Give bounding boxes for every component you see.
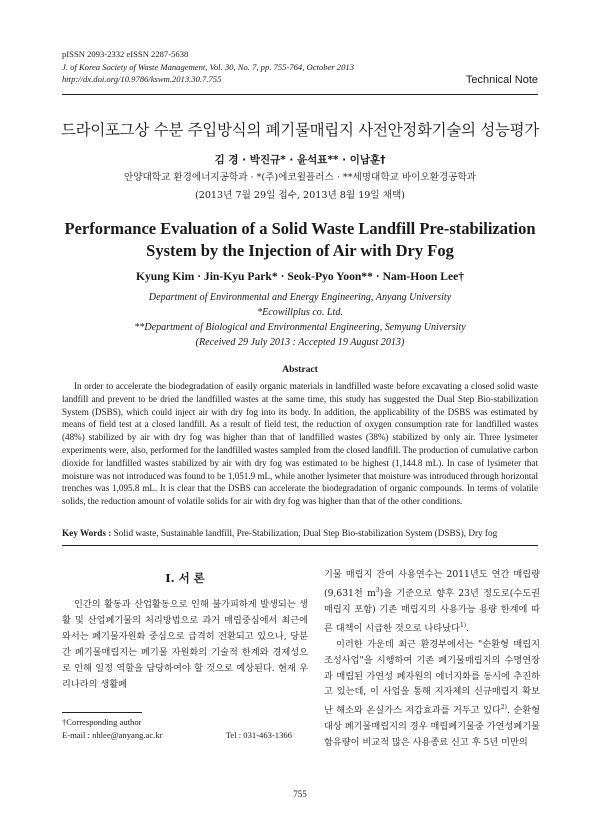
keywords-text: Solid waste, Sustainable landfill, Pre-Stabilization, Dual Step Bio-stabilization System (DSBS), Dry fog <box>113 528 498 538</box>
journal-header <box>62 48 354 86</box>
abstract-heading: Abstract <box>282 364 318 375</box>
english-dates: (Received 29 July 2013 : Accepted 19 August 2013) <box>195 337 405 348</box>
intro-right-column <box>324 567 540 751</box>
footnote-mark: †Corresponding author <box>62 717 142 727</box>
affiliation-2: *Ecowillplus co. Ltd. <box>257 307 343 318</box>
issn-line: pISSN 2093-2332 eISSN 2287-5638 <box>62 49 189 59</box>
header-divider <box>62 94 538 95</box>
keywords-divider <box>62 545 538 546</box>
footnote-tel: Tel : 031-463-1366 <box>225 729 292 740</box>
korean-title: 드라이포그상 수분 주입방식의 폐기물매립지 사전안정화기술의 성능평가 <box>60 121 539 139</box>
abstract-text: In order to accelerate the biodegradation of easily organic materials in landfilled waste before excavating a closed solid waste landfill and prevent to be dried the landfilled wastes at the same time, this study has suggested the Dual Step Bio-stabilization System (DSBS), which could inject air with dry fog into its body. In addition, the applicability of the DSBS was estimated by means of field test at a closed landfill. As a result of field test, the reduction of oxygen consumption rate for landfilled wastes (48%) stabilized by air with dry fog was higher than that of landfilled wastes (38%) stabilized by only air. Three lysimeter experiments were, also, performed for the landfilled wastes sampled from the closed landfill. The production of cumulative carbon dioxide for landfilled wastes stabilized by air with dry fog was estimated to be highest (1,144.8 mL). In case of lysimeter that moisture was not introduced was found to be 1,051.9 mL, while another lysimeter that moisture was introduced through horizontal trenches was 1,095.8 mL. It is clear that the DSBS can accelerate the biodegradation of organic compounds. In terms of volatile solids, the reduction amount of volatile solids for air with dry fog was higher than that of the other conditions. <box>62 381 538 507</box>
corresponding-author-footnote <box>62 716 308 741</box>
intro-paragraph-continued: 기물 매립지 잔여 사용연수는 2011년도 연간 매립량(9,631천 $m^3$)을 기준으로 향후 23년 정도로(수도권매립지 포함) 기존 매립지의 사용가능 용량 한계에 따른 대책이 시급한 것으로 나타났다$^{1)}$. <box>324 569 540 634</box>
article-type-tag: Technical Note <box>465 74 538 86</box>
doi-link[interactable]: http://dx.doi.org/10.9786/kswm.2013.30.7.755 <box>62 74 222 84</box>
korean-authors: 김 경 · 박진규* · 윤석표** · 이남훈† <box>214 154 386 166</box>
page-number: 755 <box>293 789 307 799</box>
footnote-email[interactable]: E-mail : nhlee@anyang.ac.kr <box>62 729 163 740</box>
journal-citation: J. of Korea Society of Waste Management, Vol. 30, No. 7, pp. 755-764, October 2013 <box>62 61 354 72</box>
keywords-label: Key Words : <box>62 528 112 538</box>
keywords <box>62 528 538 538</box>
footnote-divider <box>62 712 142 713</box>
affiliation-1: Department of Environmental and Energy Engineering, Anyang University <box>148 292 452 303</box>
english-title: Performance Evaluation of a Solid Waste Landfill Pre-stabilization System by the Injection of Air with Dry Fog <box>64 219 536 260</box>
english-affiliations <box>0 290 600 350</box>
intro-left-column <box>62 597 308 692</box>
korean-affiliation: 안양대학교 환경에너지공학과 · *(주)에코윌플러스 · **세명대학교 바이오환경공학과 <box>123 172 477 183</box>
affiliation-3: **Department of Biological and Environmental Engineering, Semyung University <box>134 322 466 333</box>
section-heading-introduction: I. 서 론 <box>165 571 205 585</box>
intro-paragraph-2: 이러한 가운데 최근 환경부에서는 "순환형 매립지 조성사업"을 시행하여 기존 폐기물매립지의 수명연장과 매립된 가연성 폐자원의 에너지화를 동시에 추진하고 있는데, 이 사업을 통해 지자체의 신규매립지 확보난 해소와 온실가스 저감효과를 거두고 있다$^{2)}$. 순환형 대상 폐기물매립지의 경우 매립폐기물중 가연성폐기물 함유량이 비교적 많은 사용종료 신고 후 5년 미만의 <box>324 638 540 749</box>
intro-paragraph-1: 인간의 활동과 산업활동으로 인해 불가피하게 발생되는 생활 및 산업폐기물의 처리방법으로 과거 매립중심에서 최근에 와서는 폐기물자원화 중심으로 급격히 전환되고 있으나, 당분간 폐기물매립지는 폐기물 자원화의 기술적 한계와 경제성으로 인해 일정 역할을 담당하여야 할 것으로 예상된다. 현재 우리나라의 생활폐 <box>62 599 308 690</box>
korean-dates: (2013년 7월 29일 접수, 2013년 8월 19일 채택) <box>194 190 405 201</box>
english-authors: Kyung Kim · Jin-Kyu Park* · Seok-Pyo Yoon** · Nam-Hoon Lee† <box>135 270 465 283</box>
